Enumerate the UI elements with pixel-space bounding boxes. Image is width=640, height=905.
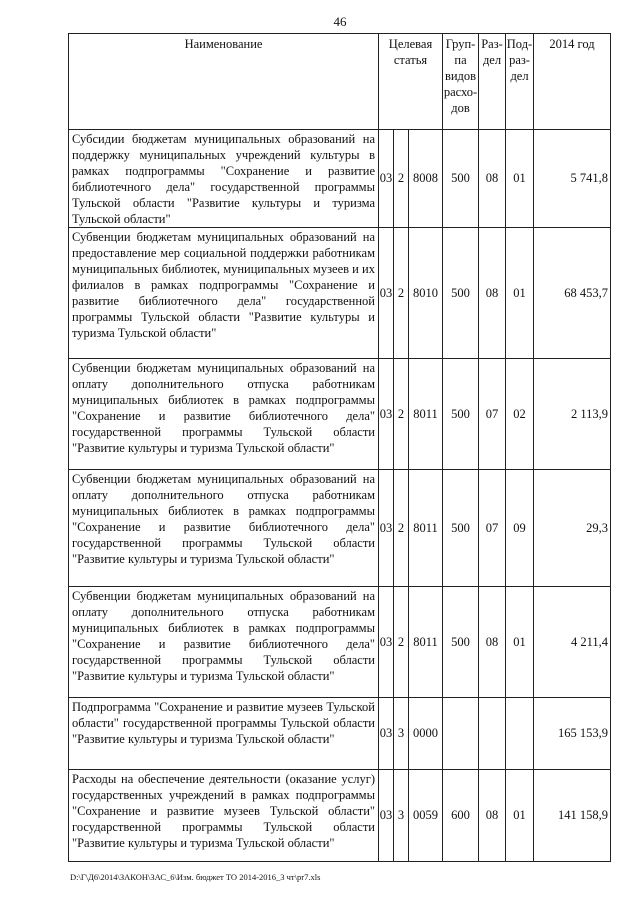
section-cell: 07 [479, 359, 506, 470]
table-row [69, 130, 611, 228]
target-article-subprogram-cell: 2 [394, 130, 409, 228]
target-article-program-cell: 03 [379, 770, 394, 862]
header-subsection: Под- раз- дел [506, 34, 534, 130]
table-header-row [69, 34, 611, 130]
target-article-subprogram-cell: 2 [394, 587, 409, 698]
table-row [69, 587, 611, 698]
page-number: 46 [333, 14, 347, 29]
section-cell: 08 [479, 770, 506, 862]
expense-group-cell: 500 [443, 359, 479, 470]
target-article-program-cell: 03 [379, 698, 394, 770]
row-name-cell: Субвенции бюджетам муниципальных образований на оплату дополнительного отпуска работникам муниципальных библиотек в рамках подпрограммы "Сохранение и развитие библиотечного дела" государственной программы Тульской области "Развитие культуры и туризма Тульской области" [69, 587, 379, 698]
table-row [69, 359, 611, 470]
target-article-code-cell: 8008 [409, 130, 443, 228]
target-article-program-cell: 03 [379, 470, 394, 587]
subsection-cell [506, 698, 534, 770]
subsection-cell: 01 [506, 130, 534, 228]
subsection-cell: 02 [506, 359, 534, 470]
target-article-subprogram-cell: 3 [394, 770, 409, 862]
expense-group-cell: 500 [443, 587, 479, 698]
section-cell: 08 [479, 228, 506, 359]
expense-group-cell: 600 [443, 770, 479, 862]
row-name-cell: Субсидии бюджетам муниципальных образований на поддержку муниципальных учреждений культуры в рамках подпрограммы "Сохранение и развитие библиотечного дела" государственной программы Тульской области "Развитие культуры и туризма Тульской области" [69, 130, 379, 228]
target-article-program-cell: 03 [379, 228, 394, 359]
target-article-subprogram-cell: 2 [394, 470, 409, 587]
amount-cell: 2 113,9 [534, 359, 611, 470]
row-name-cell: Подпрограмма "Сохранение и развитие музеев Тульской области" государственной программы Тульской области "Развитие культуры и туризма Тульской области" [69, 698, 379, 770]
target-article-program-cell: 03 [379, 359, 394, 470]
target-article-subprogram-cell: 2 [394, 228, 409, 359]
target-article-code-cell: 8011 [409, 470, 443, 587]
target-article-subprogram-cell: 2 [394, 359, 409, 470]
subsection-cell: 09 [506, 470, 534, 587]
budget-table [68, 33, 611, 862]
amount-cell: 5 741,8 [534, 130, 611, 228]
row-name-cell: Расходы на обеспечение деятельности (оказание услуг) государственных учреждений в рамках подпрограммы "Сохранение и развитие музеев Тульской области" государственной программы Тульской области "Развитие культуры и туризма Тульской области" [69, 770, 379, 862]
subsection-cell: 01 [506, 228, 534, 359]
subsection-cell: 01 [506, 587, 534, 698]
subsection-cell: 01 [506, 770, 534, 862]
expense-group-cell [443, 698, 479, 770]
target-article-code-cell: 0059 [409, 770, 443, 862]
target-article-code-cell: 8011 [409, 359, 443, 470]
target-article-program-cell: 03 [379, 130, 394, 228]
header-name: Наименование [69, 34, 379, 130]
file-path-footer: D:\Г\Д6\2014\ЗАКОН\ЗАС_6\Изм. бюджет ТО 2014-2016_3 чт\pr7.xls [70, 872, 321, 882]
row-name-cell: Субвенции бюджетам муниципальных образований на оплату дополнительного отпуска работникам муниципальных библиотек в рамках подпрограммы "Сохранение и развитие библиотечного дела" государственной программы Тульской области "Развитие культуры и туризма Тульской области" [69, 470, 379, 587]
amount-cell: 68 453,7 [534, 228, 611, 359]
amount-cell: 29,3 [534, 470, 611, 587]
target-article-subprogram-cell: 3 [394, 698, 409, 770]
table-row [69, 770, 611, 862]
section-cell: 08 [479, 587, 506, 698]
section-cell: 08 [479, 130, 506, 228]
header-expense-group: Груп- па видов расхо- дов [443, 34, 479, 130]
amount-cell: 4 211,4 [534, 587, 611, 698]
expense-group-cell: 500 [443, 470, 479, 587]
row-name-cell: Субвенции бюджетам муниципальных образований на оплату дополнительного отпуска работникам муниципальных библиотек в рамках подпрограммы "Сохранение и развитие библиотечного дела" государственной программы Тульской области "Развитие культуры и туризма Тульской области" [69, 359, 379, 470]
target-article-code-cell: 8010 [409, 228, 443, 359]
header-year: 2014 год [534, 34, 611, 130]
amount-cell: 141 158,9 [534, 770, 611, 862]
table-row [69, 470, 611, 587]
expense-group-cell: 500 [443, 130, 479, 228]
table-row [69, 698, 611, 770]
section-cell [479, 698, 506, 770]
header-target-article: Целевая статья [379, 34, 443, 130]
amount-cell: 165 153,9 [534, 698, 611, 770]
header-section: Раз- дел [479, 34, 506, 130]
target-article-code-cell: 8011 [409, 587, 443, 698]
target-article-code-cell: 0000 [409, 698, 443, 770]
expense-group-cell: 500 [443, 228, 479, 359]
target-article-program-cell: 03 [379, 587, 394, 698]
row-name-cell: Субвенции бюджетам муниципальных образований на предоставление мер социальной поддержки работникам муниципальных библиотек, муниципальных музеев и их филиалов в рамках подпрограммы "Сохранение и развитие библиотечного дела" государственной программы Тульской области "Развитие культуры и туризма Тульской области" [69, 228, 379, 359]
section-cell: 07 [479, 470, 506, 587]
table-row [69, 228, 611, 359]
